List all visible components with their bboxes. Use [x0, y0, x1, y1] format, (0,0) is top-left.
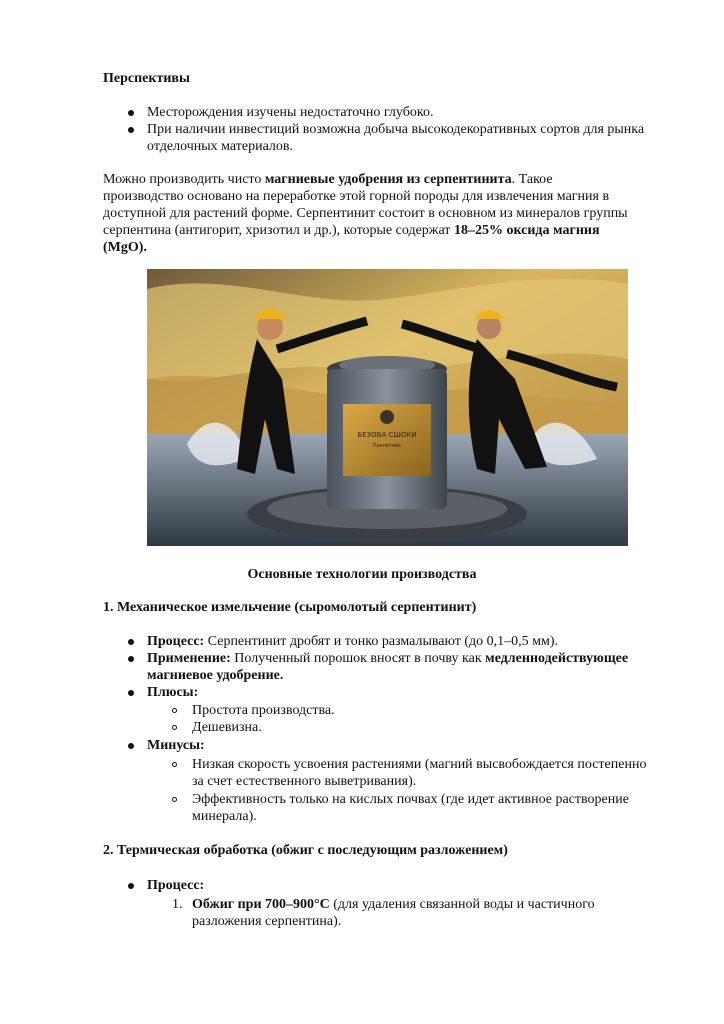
cons-item-2: Эффективность только на кислых почвах (где идет активное растворение — [192, 792, 629, 807]
cons-item-2-cont: минерала). — [192, 809, 257, 824]
pros-item-1: Простота производства. — [192, 703, 335, 718]
bullet — [128, 127, 134, 133]
bucket-label-sub: Пакпитейс — [372, 443, 402, 449]
step-1-line: Обжиг при 700–900°С (для удаления связанной воды и частичного — [192, 897, 595, 912]
bullet — [128, 639, 134, 645]
bullet — [128, 690, 134, 696]
pros-item-2: Дешевизна. — [192, 720, 262, 735]
illustration-svg — [147, 269, 628, 546]
intro-line-4: серпентина (антигорит, хризотил и др.), которые содержат 18–25% оксида магния — [103, 223, 600, 238]
bullet — [128, 743, 134, 749]
perspective-item-2-cont: отделочных материалов. — [147, 139, 294, 154]
perspective-item-1: Месторождения изучены недостаточно глубоко. — [147, 105, 434, 120]
intro-line-2: производство основано на переработке этой горной породы для извлечения магния в — [103, 189, 610, 204]
step-number: 1. — [172, 897, 183, 912]
section-1-heading: 1. Механическое измельчение (сыромолотый серпентинит) — [103, 600, 477, 615]
serpentinite-fertilizer-image — [147, 269, 628, 546]
bullet — [128, 656, 134, 662]
bullet — [128, 883, 134, 889]
application-line-cont: магниевое удобрение. — [147, 668, 284, 683]
cons-label: Минусы: — [147, 738, 205, 753]
sub-bullet — [172, 725, 177, 730]
cons-item-1-cont: за счет естественного выветривания). — [192, 774, 417, 789]
perspective-item-2: При наличии инвестиций возможна добыча высокодекоративных сортов для рынка — [147, 122, 645, 137]
bullet — [128, 110, 134, 116]
pros-label: Плюсы: — [147, 685, 199, 700]
step-1-line-cont: разложения серпентина). — [192, 914, 342, 929]
bucket-label-title: БЕЗОВА СШОКИ — [357, 431, 417, 439]
intro-line-3: доступной для растений форме. Серпентинит состоит в основном из минералов группы — [103, 206, 628, 221]
section-2-process-label: Процесс: — [147, 878, 205, 893]
perspectives-heading: Перспективы — [103, 71, 190, 86]
sub-bullet — [172, 797, 177, 802]
process-line: Процесс: Серпентинит дробят и тонко размалывают (до 0,1–0,5 мм). — [147, 634, 559, 649]
application-line: Применение: Полученный порошок вносят в почву как медленнодействующее — [147, 651, 629, 666]
cons-item-1: Низкая скорость усвоения растениями (магний высвобождается постепенно — [192, 757, 647, 772]
sub-bullet — [172, 762, 177, 767]
technologies-heading: Основные технологии производства — [247, 567, 477, 582]
section-2-heading: 2. Термическая обработка (обжиг с последующим разложением) — [103, 843, 508, 858]
intro-line-5: (MgO). — [103, 240, 147, 255]
intro-line-1: Можно производить чисто магниевые удобрения из серпентинита. Такое — [103, 172, 553, 187]
sub-bullet — [172, 708, 177, 713]
